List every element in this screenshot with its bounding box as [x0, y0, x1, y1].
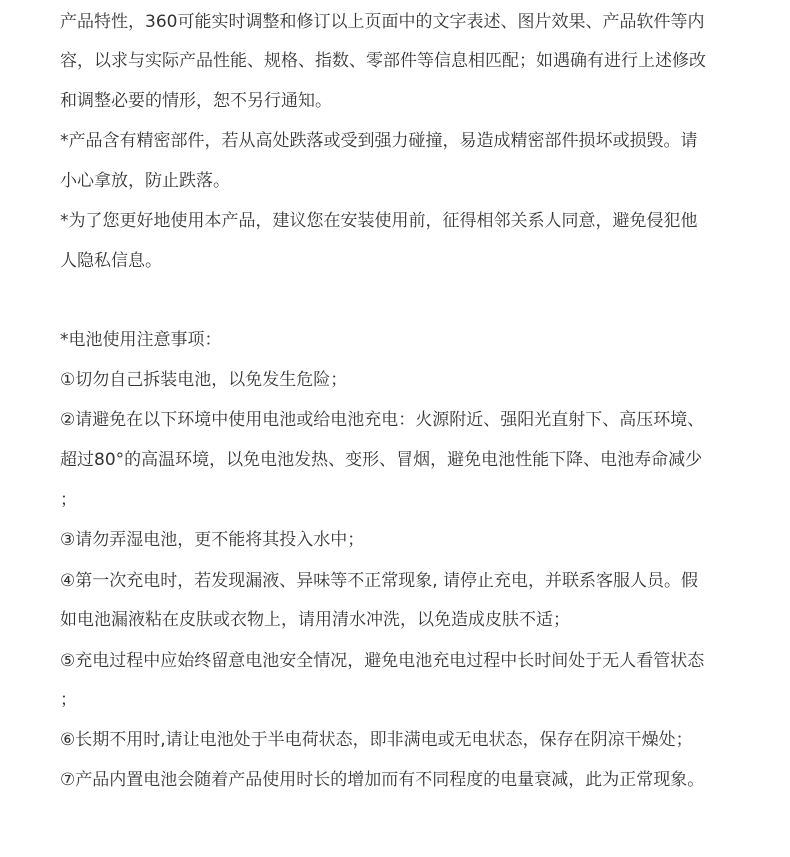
- text-line: *产品含有精密部件，若从高处跌落或受到强力碰撞，易造成精密部件损坏或损毁。请: [60, 131, 698, 151]
- text-line: *为了您更好地使用本产品，建议您在安装使用前，征得相邻关系人同意，避免侵犯他: [60, 211, 698, 231]
- text-line: ；: [60, 490, 77, 510]
- text-line: 容，以求与实际产品性能、规格、指数、零部件等信息相匹配；如遇确有进行上述修改: [60, 51, 706, 71]
- text-line: 如电池漏液粘在皮肤或衣物上，请用清水冲洗，以免造成皮肤不适；: [60, 610, 570, 630]
- text-line: ③请勿弄湿电池，更不能将其投入水中；: [60, 530, 365, 550]
- section-heading: *电池使用注意事项：: [60, 330, 222, 350]
- text-line: ⑦产品内置电池会随着产品使用时长的增加而有不同程度的电量衰减，此为正常现象。: [60, 770, 705, 790]
- text-line: ⑥长期不用时,请让电池处于半电荷状态，即非满电或无电状态，保存在阴凉干燥处；: [60, 730, 693, 750]
- text-line: 产品特性，360可能实时调整和修订以上页面中的文字表述、图片效果、产品软件等内: [60, 12, 705, 32]
- text-line: ④第一次充电时，若发现漏液、异味等不正常现象, 请停止充电，并联系客服人员。假: [60, 571, 699, 591]
- text-line: 人隐私信息。: [60, 251, 162, 271]
- text-line: 和调整必要的情形，恕不另行通知。: [60, 91, 332, 111]
- text-line: 超过80°的高温环境，以免电池发热、变形、冒烟，避免电池性能下降、电池寿命减少: [60, 450, 703, 470]
- text-line: ；: [60, 690, 77, 710]
- text-line: ①切勿自己拆装电池，以免发生危险；: [60, 370, 348, 390]
- text-line: ②请避免在以下环境中使用电池或给电池充电：火源附近、强阳光直射下、高压环境、: [60, 410, 705, 430]
- text-line: ⑤充电过程中应始终留意电池安全情况，避免电池充电过程中长时间处于无人看管状态: [60, 651, 705, 671]
- text-line: 小心拿放，防止跌落。: [60, 171, 230, 191]
